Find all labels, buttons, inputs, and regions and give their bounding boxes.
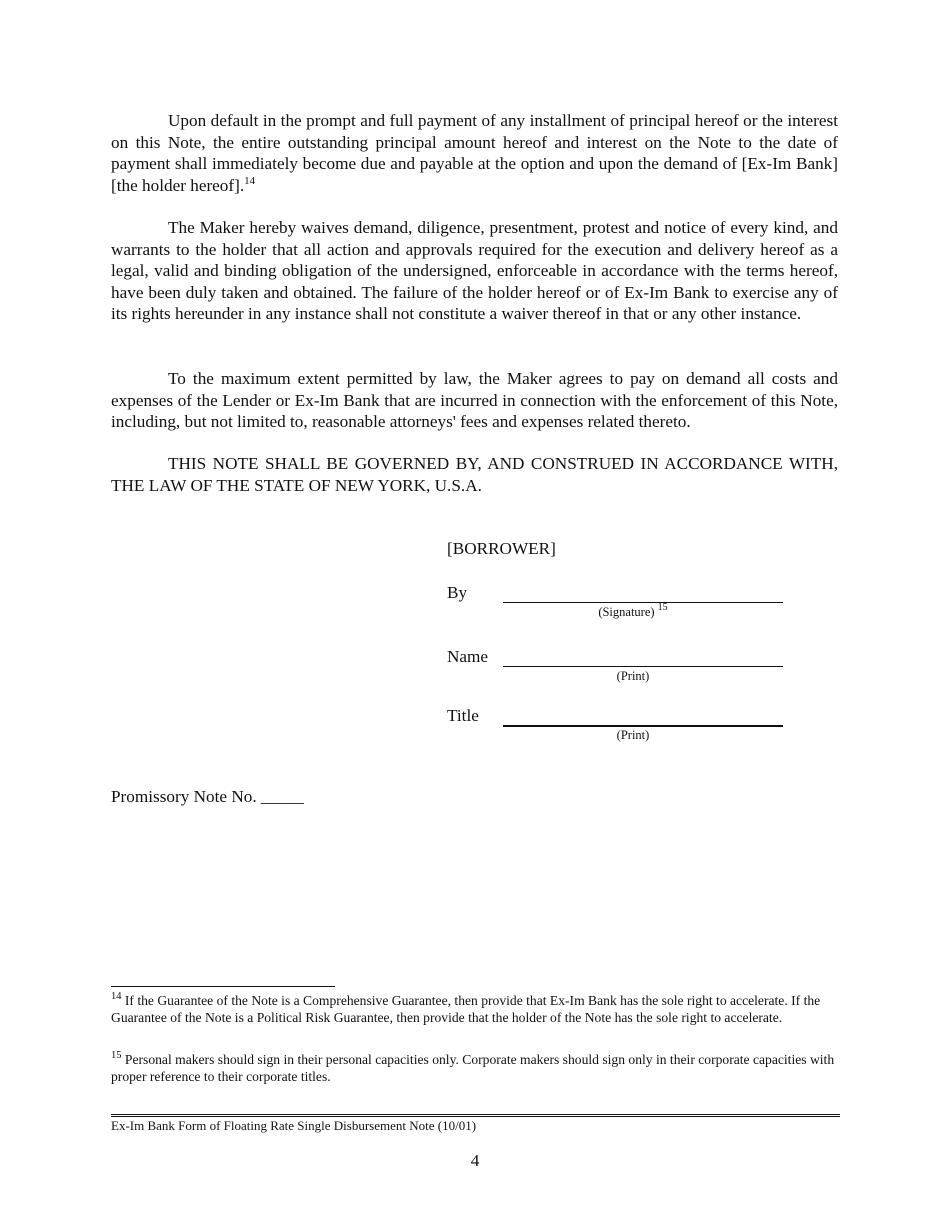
signature-row-title bbox=[447, 706, 787, 746]
signature-row-by bbox=[447, 583, 787, 623]
footnote-text: If the Guarantee of the Note is a Comprehensive Guarantee, then provide that Ex-Im Bank has the sole right to accelerate. If the Guarantee of the Note is a Political Risk Guarantee, then provide that the holder of the Note has the sole right to accelerate. bbox=[111, 993, 821, 1025]
page-number: 4 bbox=[470, 1151, 480, 1170]
signature-row-name bbox=[447, 647, 787, 687]
footnote-ref-15: 15 bbox=[657, 602, 668, 613]
footnote-text: Personal makers should sign in their personal capacities only. Corporate makers should sign only in their corporate capacities with proper reference to their corporate titles. bbox=[111, 1052, 835, 1084]
paragraph-text: Upon default in the prompt and full payment of any installment of principal hereof or the interest on this Note, the entire outstanding principal amount hereof and interest on the Note to the date of payment shall immediately become due and payable at the option and upon the demand of [Ex-Im Bank][the holder hereof]. bbox=[111, 111, 838, 195]
footnote-number: 14 bbox=[111, 991, 122, 1002]
borrower-label: [BORROWER] bbox=[447, 539, 556, 558]
footnote-ref-14: 14 bbox=[244, 174, 256, 187]
promissory-note-number: Promissory Note No. _____ bbox=[111, 787, 304, 806]
signature-line[interactable] bbox=[503, 602, 783, 603]
paragraph-text: THIS NOTE SHALL BE GOVERNED BY, AND CONSTRUED IN ACCORDANCE WITH, THE LAW OF THE STATE OF NEW YORK, U.S.A. bbox=[111, 454, 838, 495]
paragraph-text: The Maker hereby waives demand, diligence, presentment, protest and notice of every kind, and warrants to the holder that all action and approvals required for the execution and delivery hereof as a legal, valid and binding obligation of the undersigned, enforceable in accordance with the terms hereof, have been duly taken and obtained. The failure of the holder hereof or of Ex-Im Bank to exercise any of its rights hereunder in any instance shall not constitute a waiver thereof in that or any other instance. bbox=[111, 218, 838, 324]
footer-double-rule bbox=[111, 1114, 840, 1117]
paragraph-waiver bbox=[111, 217, 838, 325]
paragraph-governing-law bbox=[111, 453, 838, 496]
name-caption: (Print) bbox=[616, 669, 650, 683]
name-line[interactable] bbox=[503, 666, 783, 667]
footer-form-title: Ex-Im Bank Form of Floating Rate Single Disbursement Note (10/01) bbox=[111, 1118, 477, 1133]
signature-caption: (Signature) $^{15}$ bbox=[598, 602, 668, 619]
title-label: Title bbox=[447, 706, 479, 725]
footnote-15 bbox=[111, 1052, 838, 1085]
paragraph-default-acceleration bbox=[111, 110, 838, 196]
footnote-separator bbox=[111, 986, 335, 987]
paragraph-costs bbox=[111, 368, 838, 433]
title-line[interactable] bbox=[503, 725, 783, 727]
name-label: Name bbox=[447, 647, 489, 666]
title-caption: (Print) bbox=[616, 728, 650, 742]
signature-label: By bbox=[447, 583, 468, 602]
footnote-number: 15 bbox=[111, 1050, 122, 1061]
paragraph-text: To the maximum extent permitted by law, the Maker agrees to pay on demand all costs and expenses of the Lender or Ex-Im Bank that are incurred in connection with the enforcement of this Note, including, but not limited to, reasonable attorneys' fees and expenses related thereto. bbox=[111, 369, 838, 432]
footnote-14 bbox=[111, 993, 838, 1026]
